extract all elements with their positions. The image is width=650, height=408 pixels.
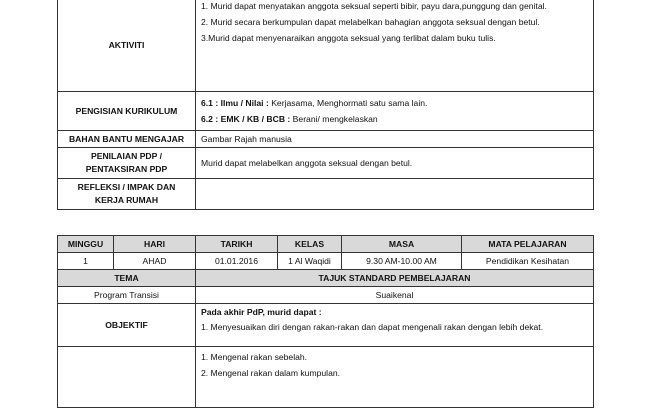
emk-text: Berani/ mengkelaskan bbox=[290, 113, 378, 124]
refleksi-label-2: KERJA RUMAH bbox=[94, 195, 159, 205]
aktiviti-cell bbox=[196, 0, 594, 92]
tajuk-value: Suaikenal bbox=[196, 287, 594, 304]
objektif-label: OBJEKTIF bbox=[58, 304, 196, 347]
tema-label: TEMA bbox=[58, 270, 196, 287]
masa-value: 9.30 AM-10.00 AM bbox=[342, 253, 462, 270]
tema-header-row bbox=[58, 270, 594, 287]
tajuk-label: TAJUK STANDARD PEMBELAJARAN bbox=[196, 270, 594, 287]
aktiviti-line-1: 1. Murid dapat menyatakan anggota seksual seperti bibir, payu dara,punggung dan genital. bbox=[201, 1, 547, 11]
aktiviti2-row bbox=[58, 347, 594, 408]
mata-pelajaran-value: Pendidikan Kesihatan bbox=[462, 253, 594, 270]
info-row bbox=[58, 253, 594, 270]
objektif-line-1: 1. Menyesuaikan diri dengan rakan-rakan dan dapat mengenali rakan dengan lebih dekat. bbox=[201, 322, 544, 332]
pengisian-cell bbox=[196, 92, 594, 131]
aktiviti2-cell bbox=[196, 347, 594, 408]
aktiviti-line-3: 3.Murid dapat menyenaraikan anggota seksual yang terlibat dalam buku tulis. bbox=[201, 33, 496, 43]
header-tarikh: TARIKH bbox=[196, 236, 278, 253]
tema-value-row bbox=[58, 287, 594, 304]
penilaian-value: Murid dapat melabelkan anggota seksual dengan betul. bbox=[196, 148, 594, 179]
objektif-row bbox=[58, 304, 594, 347]
objektif-intro: Pada akhir PdP, murid dapat : bbox=[201, 307, 322, 317]
bahan-value: Gambar Rajah manusia bbox=[196, 131, 594, 148]
aktiviti2-label bbox=[58, 347, 196, 408]
penilaian-label-2: PENTAKSIRAN PDP bbox=[85, 164, 168, 174]
header-row bbox=[58, 236, 594, 253]
emk-code: 6.2 : EMK / KB / BCB : bbox=[201, 113, 291, 124]
tarikh-value: 01.01.2016 bbox=[196, 253, 278, 270]
objektif-cell bbox=[196, 304, 594, 347]
penilaian-label bbox=[58, 148, 196, 179]
header-mata-pelajaran: MATA PELAJARAN bbox=[462, 236, 594, 253]
header-kelas: KELAS bbox=[278, 236, 342, 253]
kelas-value: 1 Al Waqidi bbox=[278, 253, 342, 270]
aktiviti-row bbox=[58, 0, 594, 92]
refleksi-label bbox=[58, 179, 196, 210]
penilaian-row bbox=[58, 148, 594, 179]
refleksi-label-1: REFLEKSI / IMPAK DAN bbox=[77, 182, 176, 192]
aktiviti-line-2: 2. Murid secara berkumpulan dapat melabelkan bahagian anggota seksual dengan betul. bbox=[201, 17, 540, 27]
aktiviti-label: AKTIVITI bbox=[58, 0, 196, 92]
bahan-label: BAHAN BANTU MENGAJAR bbox=[58, 131, 196, 148]
minggu-value: 1 bbox=[58, 253, 114, 270]
refleksi-row bbox=[58, 179, 594, 210]
header-minggu: MINGGU bbox=[58, 236, 114, 253]
lesson-plan-table-1 bbox=[57, 0, 594, 210]
bahan-row bbox=[58, 131, 594, 148]
refleksi-value bbox=[196, 179, 594, 210]
nilai-text: Kerjasama, Menghormati satu sama lain. bbox=[268, 97, 428, 108]
header-hari: HARI bbox=[114, 236, 196, 253]
aktiviti2-line-2: 2. Mengenal rakan dalam kumpulan. bbox=[201, 368, 341, 378]
nilai-code: 6.1 : Ilmu / Nilai : bbox=[201, 97, 269, 108]
tema-value: Program Transisi bbox=[58, 287, 196, 304]
pengisian-row bbox=[58, 92, 594, 131]
header-masa: MASA bbox=[342, 236, 462, 253]
pengisian-label: PENGISIAN KURIKULUM bbox=[58, 92, 196, 131]
penilaian-label-1: PENILAIAN PDP / bbox=[91, 151, 162, 161]
hari-value: AHAD bbox=[114, 253, 196, 270]
aktiviti2-line-1: 1. Mengenal rakan sebelah. bbox=[201, 352, 308, 362]
lesson-plan-table-2 bbox=[57, 235, 594, 408]
